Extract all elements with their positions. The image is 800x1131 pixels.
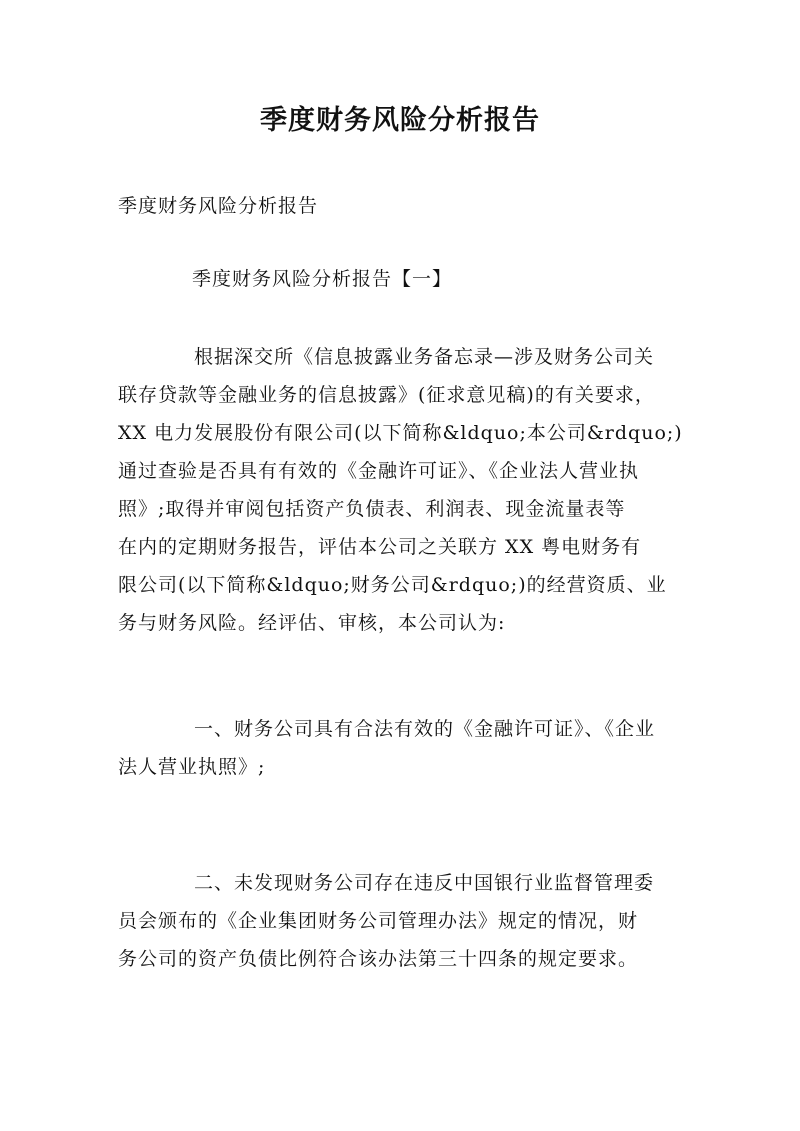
paragraph-line: XX 电力发展股份有限公司(以下简称&ldquo;本公司&rdquo;)	[118, 422, 683, 444]
paragraph-1	[118, 338, 698, 642]
paragraph-line: 员会颁布的《企业集团财务公司管理办法》规定的情况，财	[118, 910, 639, 932]
paragraph-line: 照》;取得并审阅包括资产负债表、利润表、现金流量表等	[118, 498, 626, 520]
document-title: 季度财务风险分析报告	[260, 105, 540, 136]
paragraph-line: 在内的定期财务报告，评估本公司之关联方 XX 粤电财务有	[118, 536, 642, 558]
paragraph-line: 务与财务风险。经评估、审核，本公司认为:	[118, 612, 506, 634]
paragraph-line: 务公司的资产负债比例符合该办法第三十四条的规定要求。	[118, 948, 639, 970]
paragraph-line: 通过查验是否具有有效的《金融许可证》、《企业法人营业执	[118, 460, 640, 482]
paragraph-2	[118, 710, 698, 786]
section-heading: 季度财务风险分析报告【一】	[192, 268, 453, 290]
paragraph-line: 限公司(以下简称&ldquo;财务公司&rdquo;)的经营资质、业	[118, 574, 667, 596]
paragraph-line: 一、财务公司具有合法有效的《金融许可证》、《企业	[194, 718, 656, 740]
paragraph-line: 根据深交所《信息披露业务备忘录—涉及财务公司关	[194, 346, 655, 368]
document-subtitle: 季度财务风险分析报告	[118, 195, 319, 217]
paragraph-3	[118, 864, 698, 978]
paragraph-line: 联存贷款等金融业务的信息披露》(征求意见稿)的有关要求，	[118, 384, 655, 406]
paragraph-line: 二、未发现财务公司存在违反中国银行业监督管理委	[194, 872, 655, 894]
paragraph-line: 法人营业执照》;	[118, 756, 266, 778]
